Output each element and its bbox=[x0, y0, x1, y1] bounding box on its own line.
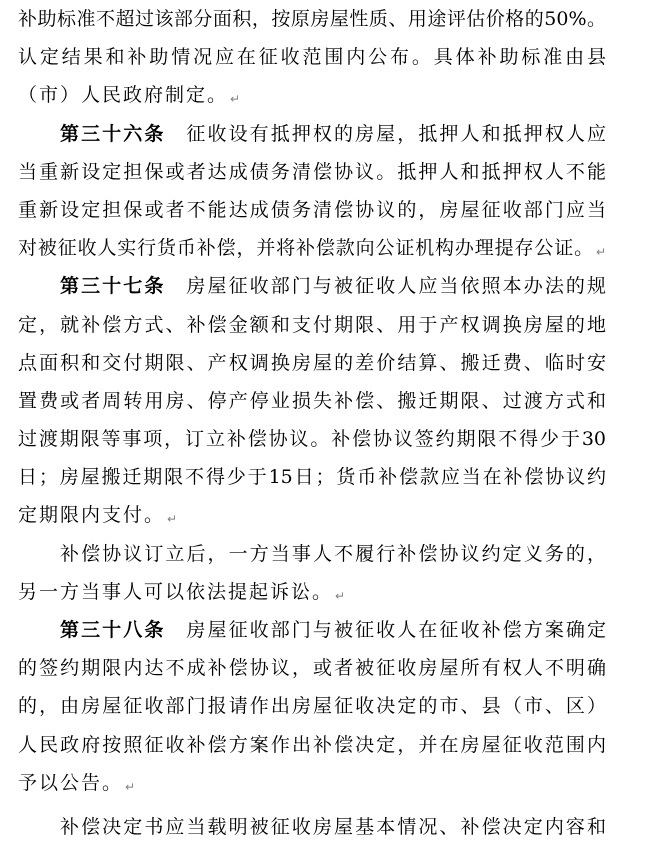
line-text: 置费或者周转用房、停产停业损失补偿、搬迁期限、过渡方式和 bbox=[18, 389, 606, 412]
text-line bbox=[18, 382, 606, 420]
paragraph-mark-icon bbox=[125, 780, 135, 794]
line-text: 对被征收人实行货币补偿，并将补偿款向公证机构办理提存公证。 bbox=[18, 237, 594, 260]
paragraph-mark-icon bbox=[335, 589, 345, 603]
line-text: 定期限内支付。 bbox=[18, 504, 166, 527]
line-text: 另一方当事人可以依法提起诉讼。 bbox=[18, 580, 334, 603]
line-text: 定，就补偿方式、补偿金额和支付期限、用于产权调换房屋的地 bbox=[18, 313, 606, 336]
text-line bbox=[18, 726, 606, 764]
text-line bbox=[18, 458, 606, 496]
text-line bbox=[18, 191, 606, 229]
line-text: 人民政府按照征收补偿方案作出补偿决定，并在房屋征收范围内 bbox=[18, 733, 606, 756]
article-37-paragraph bbox=[18, 267, 618, 534]
line-text: 重新设定担保或者不能达成债务清偿协议的，房屋征收部门应当 bbox=[18, 198, 606, 221]
line-text: （市）人民政府制定。 bbox=[18, 84, 229, 107]
text-line bbox=[18, 344, 606, 382]
compensation-decision-paragraph bbox=[18, 812, 618, 842]
text-line bbox=[18, 496, 618, 534]
line-text: 补偿决定书应当载明被征收房屋基本情况、补偿决定内容和 bbox=[60, 815, 606, 838]
text-line bbox=[18, 0, 606, 38]
line-text: 补偿协议订立后，一方当事人不履行补偿协议约定义务的， bbox=[60, 542, 606, 565]
text-line bbox=[18, 687, 606, 725]
line-text: 过渡期限等事项，订立补偿协议。补偿协议签约期限不得少于30 bbox=[18, 428, 606, 451]
paragraph-mark-icon bbox=[596, 245, 606, 259]
text-line bbox=[18, 420, 606, 458]
text-line bbox=[60, 267, 606, 305]
line-text: 的，由房屋征收部门报请作出房屋征收决定的市、县（市、区） bbox=[18, 695, 606, 718]
paragraph-mark-icon bbox=[167, 512, 177, 526]
text-line bbox=[60, 611, 606, 649]
text-line bbox=[18, 229, 606, 267]
text-line bbox=[18, 306, 606, 344]
text-line bbox=[18, 649, 606, 687]
line-text: 的签约期限内达不成补偿协议，或者被征收房屋所有权人不明确 bbox=[18, 657, 606, 680]
text-line bbox=[18, 76, 618, 114]
document-body bbox=[18, 0, 618, 842]
article-36-paragraph bbox=[18, 115, 618, 268]
article-number: 第三十七条 bbox=[60, 275, 166, 298]
text-line bbox=[18, 764, 618, 802]
paragraph-mark-icon bbox=[230, 92, 240, 106]
subsidy-standard-paragraph bbox=[18, 0, 618, 115]
litigation-paragraph bbox=[18, 535, 618, 611]
text-line bbox=[18, 153, 606, 191]
text-line bbox=[18, 38, 606, 76]
line-text: 补助标准不超过该部分面积，按原房屋性质、用途评估价格的50%。 bbox=[18, 8, 606, 30]
text-line bbox=[60, 535, 606, 573]
line-text: 日；房屋搬迁期限不得少于15日；货币补偿款应当在补偿协议约 bbox=[18, 466, 606, 489]
article-38-paragraph bbox=[18, 611, 618, 802]
text-line bbox=[60, 115, 606, 153]
line-text: 房屋征收部门与被征收人在征收补偿方案确定 bbox=[186, 619, 606, 641]
line-text: 当重新设定担保或者达成债务清偿协议。抵押人和抵押权人不能 bbox=[18, 160, 606, 183]
line-text: 点面积和交付期限、产权调换房屋的差价结算、搬迁费、临时安 bbox=[18, 351, 606, 374]
text-line bbox=[60, 812, 606, 842]
line-text: 征收设有抵押权的房屋，抵押人和抵押权人应 bbox=[186, 122, 606, 145]
line-text: 认定结果和补助情况应在征收范围内公布。具体补助标准由县 bbox=[18, 46, 606, 69]
line-text: 房屋征收部门与被征收人应当依照本办法的规 bbox=[186, 275, 606, 298]
article-number: 第三十六条 bbox=[60, 122, 166, 145]
line-text: 予以公告。 bbox=[18, 771, 124, 794]
text-line bbox=[18, 573, 618, 611]
article-number: 第三十八条 bbox=[60, 619, 166, 641]
